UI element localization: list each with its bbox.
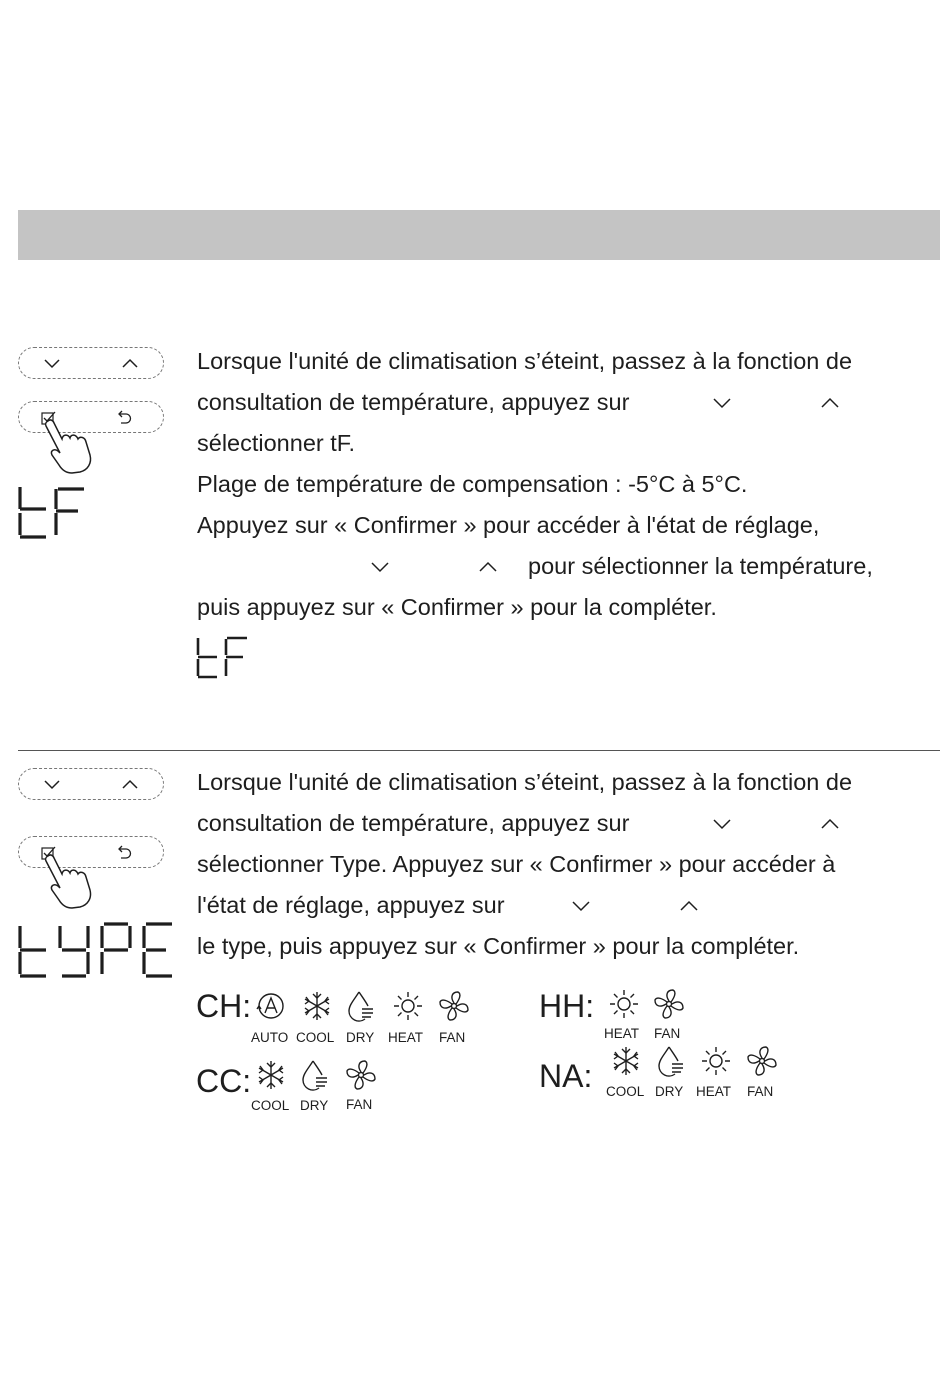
chevron-up-icon[interactable] <box>121 778 139 791</box>
snowflake-icon <box>609 1044 643 1078</box>
chevron-up-icon <box>679 899 699 913</box>
mode-code-ch: CH: <box>196 988 252 1024</box>
chevron-up-icon <box>820 396 840 410</box>
text-line: consultation de température, appuyez sur <box>197 389 630 415</box>
text-line: Lorsque l'unité de climatisation s’éteint, passez à la fonction de <box>197 769 853 795</box>
mode-label: HEAT <box>696 1084 732 1099</box>
mode-label: COOL <box>606 1084 645 1099</box>
mode-label: DRY <box>300 1098 329 1113</box>
chevron-down-icon <box>370 560 390 574</box>
text-line: consultation de température, appuyez sur <box>197 810 630 836</box>
text-line: Lorsque l'unité de climatisation s’éteint, passez à la fonction de <box>197 348 853 374</box>
mode-label: HEAT <box>604 1026 640 1041</box>
text-line: l'état de réglage, appuyez sur <box>197 892 505 918</box>
up-down-button-pad[interactable] <box>18 768 164 800</box>
chevron-down-icon <box>712 817 732 831</box>
fan-icon <box>652 987 686 1021</box>
fan-icon <box>745 1044 779 1078</box>
mode-code-hh: HH: <box>539 988 595 1024</box>
chevron-down-icon[interactable] <box>43 778 61 791</box>
mode-label: COOL <box>251 1098 290 1113</box>
lcd-display-tf-small <box>195 636 251 680</box>
return-arrow-icon[interactable] <box>115 844 133 862</box>
droplet-icon <box>298 1058 332 1092</box>
chevron-up-icon <box>820 817 840 831</box>
snowflake-icon <box>300 989 334 1023</box>
pointing-hand-icon <box>40 417 110 475</box>
text-line: Appuyez sur « Confirmer » pour accéder à l'état de réglage, <box>197 512 820 538</box>
text-line: puis appuyez sur « Confirmer » pour la compléter. <box>197 594 717 620</box>
section-divider <box>18 750 940 751</box>
mode-label: FAN <box>346 1097 373 1112</box>
text-line: pour sélectionner la température, <box>528 553 873 579</box>
mode-label: FAN <box>654 1026 681 1041</box>
chevron-down-icon[interactable] <box>43 357 61 370</box>
mode-label: DRY <box>346 1030 375 1045</box>
lcd-display-type <box>16 922 178 980</box>
text-line: sélectionner tF. <box>197 430 356 456</box>
sun-icon <box>699 1044 733 1078</box>
droplet-icon <box>654 1044 688 1078</box>
chevron-down-icon <box>571 899 591 913</box>
text-line: Plage de température de compensation : -5°C à 5°C. <box>197 471 748 497</box>
mode-code-na: NA: <box>539 1058 593 1094</box>
mode-label: FAN <box>747 1084 774 1099</box>
text-line: sélectionner Type. Appuyez sur « Confirmer » pour accéder à <box>197 851 836 877</box>
mode-label: DRY <box>655 1084 684 1099</box>
mode-label: AUTO <box>251 1030 289 1045</box>
chevron-down-icon <box>712 396 732 410</box>
return-arrow-icon[interactable] <box>115 409 133 427</box>
lcd-display-tf <box>16 485 88 541</box>
sun-icon <box>607 987 641 1021</box>
auto-mode-icon <box>254 989 288 1023</box>
text-line: le type, puis appuyez sur « Confirmer » pour la compléter. <box>197 933 800 959</box>
pointing-hand-icon <box>40 852 110 910</box>
chevron-up-icon <box>478 560 498 574</box>
fan-icon <box>344 1058 378 1092</box>
up-down-button-pad[interactable] <box>18 347 164 379</box>
sun-icon <box>391 989 425 1023</box>
mode-code-cc: CC: <box>196 1063 252 1099</box>
snowflake-icon <box>254 1058 288 1092</box>
fan-icon <box>437 989 471 1023</box>
droplet-icon <box>344 989 378 1023</box>
chevron-up-icon[interactable] <box>121 357 139 370</box>
mode-label: COOL <box>296 1030 335 1045</box>
section-header-bar <box>18 210 940 260</box>
mode-label: HEAT <box>388 1030 424 1045</box>
mode-label: FAN <box>439 1030 466 1045</box>
